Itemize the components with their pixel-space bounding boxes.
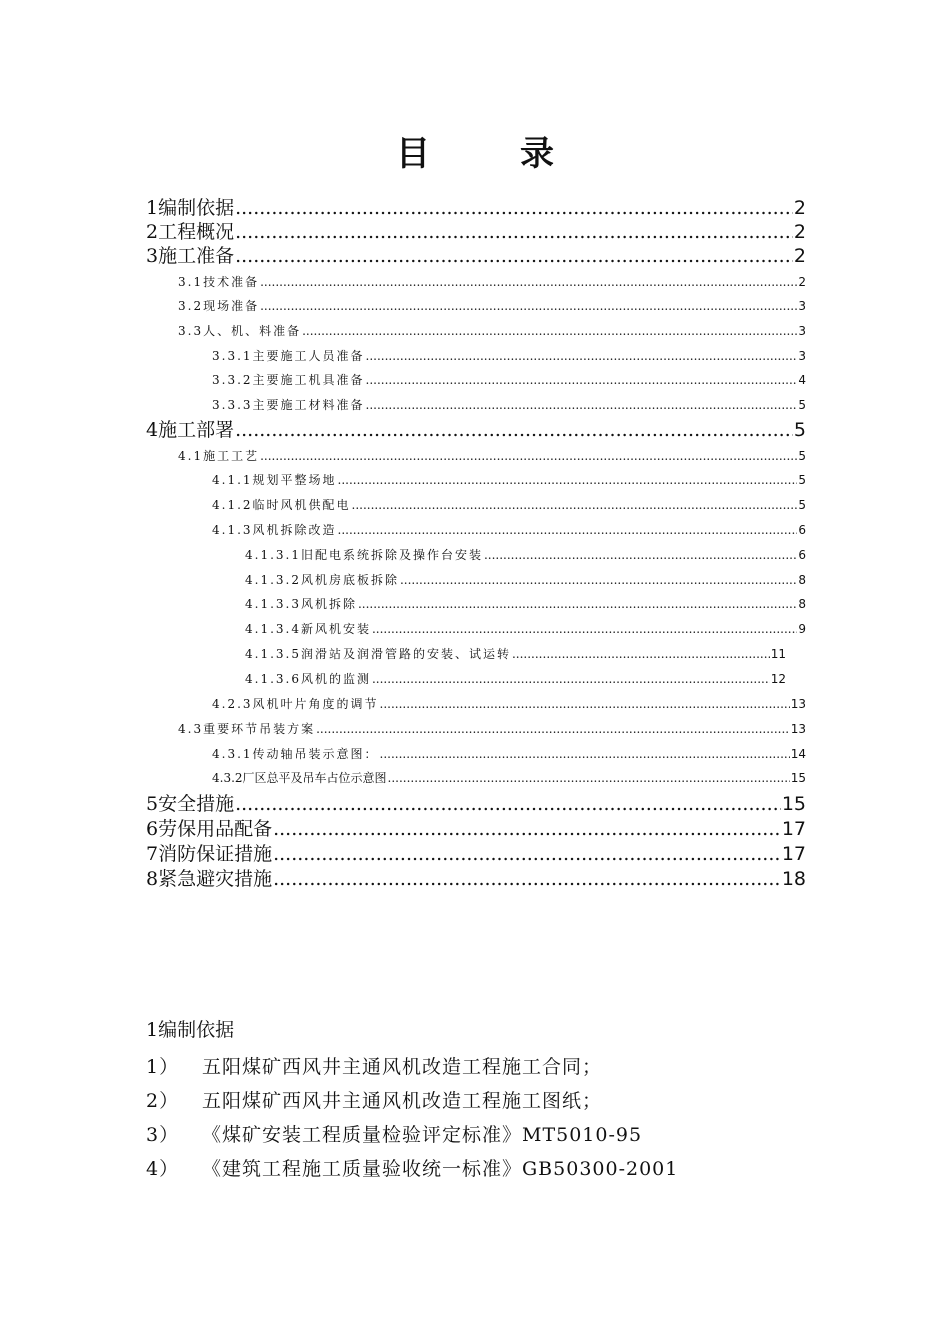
toc-entry-label: 3施工准备 [146, 245, 235, 267]
toc-entry-5[interactable] [146, 792, 806, 816]
toc-entry-label: 4.1.3.6风机的监测 [245, 672, 371, 686]
toc-leader [235, 220, 793, 244]
toc-entry-page: 8 [798, 573, 806, 587]
toc-entry-4-1-1[interactable] [212, 468, 806, 492]
toc-entry-label: 4.3重要环节吊装方案 [178, 722, 316, 736]
toc-entry-page: 2 [793, 197, 806, 219]
toc-entry-page: 3 [798, 349, 806, 363]
toc-entry-page: 5 [798, 498, 806, 512]
toc-entry-3-2[interactable] [178, 294, 806, 318]
toc-entry-label: 3.3.2主要施工机具准备 [212, 373, 365, 387]
toc-entry-label: 3.3.1主要施工人员准备 [212, 349, 365, 363]
toc-entry-page: 6 [798, 548, 806, 562]
toc-leader [512, 642, 770, 667]
toc-entry-page: 13 [790, 722, 806, 736]
toc-entry-label: 8紧急避灾措施 [146, 868, 273, 890]
toc-entry-label: 4.1.3风机拆除改造 [212, 523, 337, 537]
toc-leader [273, 867, 781, 891]
toc-leader [380, 692, 790, 716]
toc-entry-page: 15 [790, 771, 806, 785]
toc-entry-label: 1编制依据 [146, 197, 235, 219]
toc-entry-1[interactable] [146, 196, 806, 220]
toc-leader [302, 319, 797, 343]
toc-entry-7[interactable] [146, 842, 806, 866]
toc-entry-label: 3.3人、机、料准备 [178, 324, 302, 338]
toc-entry-page: 17 [781, 843, 806, 865]
toc-entry-4-1-3-1[interactable] [245, 543, 806, 568]
toc-entry-page: 17 [781, 818, 806, 840]
reference-index: 1） [146, 1056, 180, 1078]
toc-leader [484, 543, 797, 568]
toc-leader [366, 393, 798, 417]
toc-entry-8[interactable] [146, 867, 806, 891]
toc-leader [273, 817, 781, 841]
toc-entry-4[interactable] [146, 418, 806, 442]
reference-text: 五阳煤矿西风井主通风机改造工程施工合同； [202, 1056, 603, 1078]
toc-entry-label: 3.2现场准备 [178, 299, 260, 313]
reference-index: 3） [146, 1124, 180, 1146]
toc-entry-page: 5 [798, 449, 806, 463]
section-heading: 1编制依据 [146, 1019, 235, 1041]
toc-leader [338, 468, 798, 492]
toc-entry-label: 4.1.1规划平整场地 [212, 473, 337, 487]
toc-entry-4-1-3-4[interactable] [245, 617, 806, 642]
toc-leader [235, 196, 793, 220]
toc-entry-page: 14 [790, 747, 806, 761]
toc-entry-page: 18 [781, 868, 806, 890]
toc-entry-page: 9 [798, 622, 806, 636]
toc-entry-label: 7消防保证措施 [146, 843, 273, 865]
reference-text: 五阳煤矿西风井主通风机改造工程施工图纸； [202, 1090, 603, 1112]
toc-entry-label: 4.3.1传动轴吊装示意图： [212, 747, 379, 761]
toc-entry-page: 5 [793, 419, 806, 441]
toc-leader [273, 842, 781, 866]
reference-text: 《煤矿安装工程质量检验评定标准》MT5010-95 [202, 1124, 643, 1146]
toc-entry-page: 4 [798, 373, 806, 387]
toc-entry-label: 5安全措施 [146, 793, 235, 815]
toc-entry-page: 5 [798, 398, 806, 412]
toc-entry-4-1-3-2[interactable] [245, 568, 806, 593]
toc-leader [388, 766, 790, 790]
toc-leader [260, 444, 797, 468]
reference-item [146, 1118, 846, 1152]
toc-leader [372, 617, 797, 642]
toc-entry-label: 4.1.3.1旧配电系统拆除及操作台安装 [245, 548, 483, 562]
toc-title: 目 录 [396, 134, 582, 174]
toc-leader [235, 244, 793, 268]
toc-entry-4-3[interactable] [178, 717, 806, 741]
toc-entry-3[interactable] [146, 244, 806, 268]
toc-entry-3-3-3[interactable] [212, 393, 806, 417]
toc-entry-4-1-3-3[interactable] [245, 592, 806, 617]
toc-entry-2[interactable] [146, 220, 806, 244]
toc-leader [260, 294, 797, 318]
toc-entry-label: 4.1.2临时风机供配电 [212, 498, 351, 512]
reference-index: 2） [146, 1090, 180, 1112]
toc-leader [260, 270, 797, 294]
reference-item [146, 1050, 846, 1084]
toc-entry-4-3-2[interactable] [212, 766, 806, 790]
toc-entry-page: 2 [793, 245, 806, 267]
section-compilation-basis [146, 1012, 846, 1186]
toc-leader [366, 344, 798, 368]
toc-entry-4-1-2[interactable] [212, 493, 806, 517]
toc-leader [352, 493, 798, 517]
toc-entry-3-1[interactable] [178, 270, 806, 294]
toc-entry-3-3[interactable] [178, 319, 806, 343]
toc-entry-page: 3 [798, 324, 806, 338]
toc-entry-4-1-3-6[interactable] [245, 667, 786, 692]
toc-leader [380, 742, 790, 766]
toc-leader [316, 717, 790, 741]
toc-entry-page: 6 [798, 523, 806, 537]
toc-entry-label: 4.1.3.3风机拆除 [245, 597, 357, 611]
toc-entry-label: 6劳保用品配备 [146, 818, 273, 840]
toc-leader [235, 792, 781, 816]
toc-entry-label: 4.1.3.2风机房底板拆除 [245, 573, 399, 587]
toc-entry-label: 3.1技术准备 [178, 275, 260, 289]
toc-entry-label: 3.3.3主要施工材料准备 [212, 398, 365, 412]
toc-entry-label: 4.2.3风机叶片角度的调节 [212, 697, 379, 711]
toc-entry-page: 11 [770, 647, 786, 661]
toc-leader [338, 518, 798, 542]
toc-entry-label: 4.1.3.5润滑站及润滑管路的安装、试运转 [245, 647, 511, 661]
toc-entry-label: 4施工部署 [146, 419, 235, 441]
toc-entry-label: 4.1施工工艺 [178, 449, 260, 463]
toc-entry-label: 2工程概况 [146, 221, 235, 243]
toc-entry-page: 8 [798, 597, 806, 611]
toc-entry-4-1-3[interactable] [212, 518, 806, 542]
reference-item [146, 1084, 846, 1118]
toc-leader [372, 667, 770, 692]
toc-entry-page: 13 [790, 697, 806, 711]
toc-entry-4-2-3[interactable] [212, 692, 806, 716]
toc-entry-page: 2 [798, 275, 806, 289]
toc-entry-page: 3 [798, 299, 806, 313]
toc-entry-4-1-3-5[interactable] [245, 642, 786, 667]
reference-text: 《建筑工程施工质量验收统一标准》GB50300-2001 [202, 1158, 679, 1180]
reference-index: 4） [146, 1158, 180, 1180]
toc-leader [358, 592, 797, 617]
toc-entry-3-3-2[interactable] [212, 368, 806, 392]
toc-entry-label: 4.3.2厂区总平及吊车占位示意图 [212, 771, 387, 785]
toc-entry-label: 4.1.3.4新风机安装 [245, 622, 371, 636]
toc-leader [235, 418, 793, 442]
toc-entry-page: 2 [793, 221, 806, 243]
reference-item [146, 1152, 846, 1186]
toc-entry-page: 12 [770, 672, 786, 686]
toc-entry-6[interactable] [146, 817, 806, 841]
toc-entry-page: 15 [781, 793, 806, 815]
toc-entry-page: 5 [798, 473, 806, 487]
toc-leader [366, 368, 798, 392]
toc-entry-3-3-1[interactable] [212, 344, 806, 368]
toc-leader [400, 568, 797, 593]
toc-entry-4-3-1[interactable] [212, 742, 806, 766]
toc-entry-4-1[interactable] [178, 444, 806, 468]
